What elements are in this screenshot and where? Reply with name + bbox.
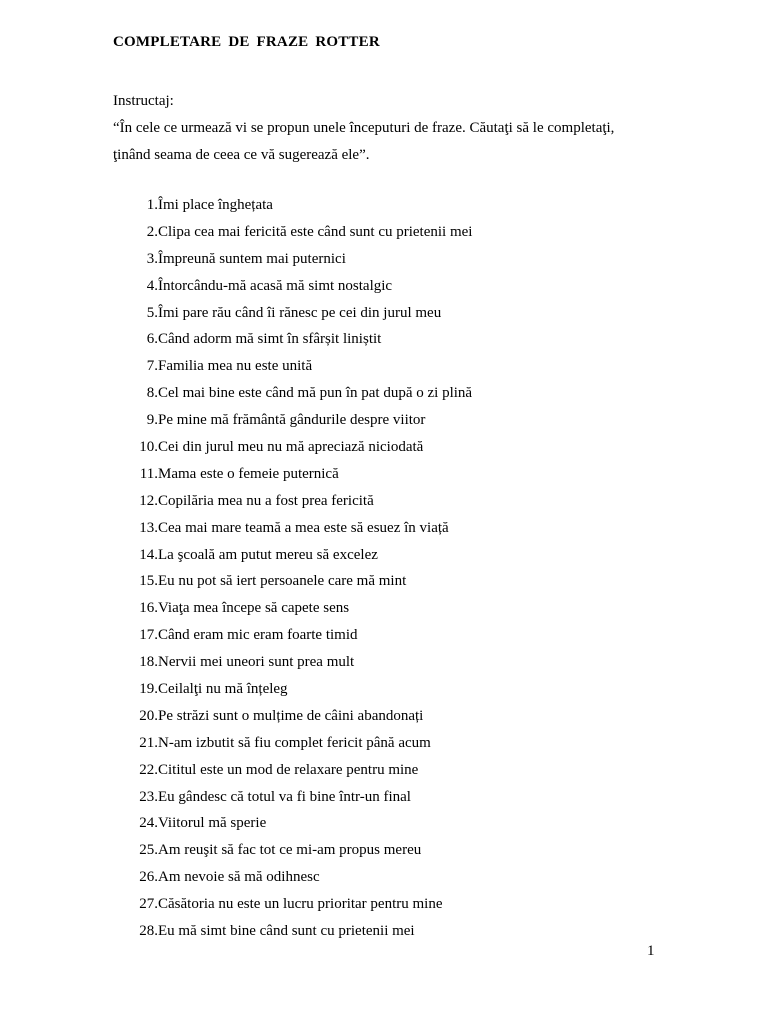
list-item bbox=[113, 515, 472, 542]
item-number bbox=[113, 595, 158, 622]
item-text: La şcoală am putut mereu să excelez bbox=[158, 546, 378, 563]
item-number bbox=[113, 649, 158, 676]
item-text: Cei din jurul meu nu mă apreciază niciodată bbox=[158, 439, 424, 456]
list-item bbox=[113, 784, 472, 811]
item-number bbox=[113, 434, 158, 461]
list-item bbox=[113, 488, 472, 515]
list-item bbox=[113, 434, 472, 461]
item-text: Pe mine mă frământă gândurile despre viitor bbox=[158, 412, 426, 429]
item-number-label: 27. bbox=[139, 896, 158, 913]
list-item bbox=[113, 703, 472, 730]
item-number-label: 12. bbox=[139, 492, 158, 509]
item-number bbox=[113, 568, 158, 595]
item-number bbox=[113, 784, 158, 811]
item-text: Cel mai bine este când mă pun în pat după o zi plină bbox=[158, 385, 473, 402]
item-number-label: 15. bbox=[139, 573, 158, 590]
item-number bbox=[113, 380, 158, 407]
item-text: Eu gândesc că totul va fi bine într-un final bbox=[158, 788, 411, 805]
item-text: N-am izbutit să fiu complet fericit până acum bbox=[158, 734, 431, 751]
instructions-label: Instructaj: bbox=[113, 93, 174, 109]
item-text: Viitorul mă sperie bbox=[158, 815, 267, 832]
item-number bbox=[113, 864, 158, 891]
list-item bbox=[113, 891, 472, 918]
item-text: Cititul este un mod de relaxare pentru mine bbox=[158, 761, 419, 778]
sentence-list bbox=[113, 192, 472, 945]
item-number-label: 13. bbox=[139, 519, 158, 536]
item-text: Eu mă simt bine când sunt cu prietenii mei bbox=[158, 923, 415, 940]
list-item bbox=[113, 273, 472, 300]
list-item bbox=[113, 246, 472, 273]
item-text: Am reuşit să fac tot ce mi-am propus mereu bbox=[158, 842, 422, 859]
list-item bbox=[113, 595, 472, 622]
instructions-text-line2: ţinând seama de ceea ce vă sugerează ele”. bbox=[113, 147, 370, 163]
list-item bbox=[113, 864, 472, 891]
list-item bbox=[113, 219, 472, 246]
item-number bbox=[113, 542, 158, 569]
item-number-label: 4. bbox=[146, 277, 158, 294]
item-number bbox=[113, 891, 158, 918]
list-item bbox=[113, 837, 472, 864]
item-number-label: 19. bbox=[139, 681, 158, 698]
item-text: Am nevoie să mă odihnesc bbox=[158, 869, 320, 886]
item-number-label: 18. bbox=[139, 654, 158, 671]
item-number bbox=[113, 461, 158, 488]
item-number-label: 11. bbox=[139, 465, 158, 482]
item-text: Când eram mic eram foarte timid bbox=[158, 627, 358, 644]
item-number bbox=[113, 515, 158, 542]
item-text: Ceilalţi nu mă înțeleg bbox=[158, 681, 288, 698]
item-number bbox=[113, 407, 158, 434]
item-text: Familia mea nu este unită bbox=[158, 358, 313, 375]
instructions-text-line1: “În cele ce urmează vi se propun unele începuturi de fraze. Căutaţi să le completaţi, bbox=[113, 120, 615, 136]
item-number-label: 3. bbox=[146, 250, 158, 267]
item-text: Mama este o femeie puternică bbox=[158, 465, 339, 482]
item-number-label: 5. bbox=[146, 304, 158, 321]
list-item bbox=[113, 676, 472, 703]
list-item bbox=[113, 407, 472, 434]
item-number bbox=[113, 622, 158, 649]
list-item bbox=[113, 918, 472, 945]
item-number-label: 9. bbox=[146, 412, 158, 429]
item-number bbox=[113, 837, 158, 864]
item-number bbox=[113, 703, 158, 730]
list-item bbox=[113, 649, 472, 676]
item-number-label: 10. bbox=[139, 439, 158, 456]
list-item bbox=[113, 810, 472, 837]
item-number-label: 23. bbox=[139, 788, 158, 805]
item-number bbox=[113, 810, 158, 837]
page-number: 1 bbox=[647, 943, 655, 959]
item-number bbox=[113, 488, 158, 515]
list-item bbox=[113, 542, 472, 569]
item-text: Eu nu pot să iert persoanele care mă mint bbox=[158, 573, 407, 590]
item-number-label: 2. bbox=[146, 223, 158, 240]
item-number-label: 24. bbox=[139, 815, 158, 832]
item-number-label: 7. bbox=[146, 358, 158, 375]
item-text: Clipa cea mai fericită este când sunt cu prietenii mei bbox=[158, 223, 473, 240]
list-item bbox=[113, 461, 472, 488]
item-text: Nervii mei uneori sunt prea mult bbox=[158, 654, 355, 671]
item-number-label: 1. bbox=[146, 197, 158, 213]
item-number bbox=[113, 219, 158, 246]
item-number bbox=[113, 676, 158, 703]
item-text: Întorcându-mă acasă mă simt nostalgic bbox=[158, 277, 393, 294]
item-number-label: 22. bbox=[139, 761, 158, 778]
list-item bbox=[113, 326, 472, 353]
item-number-label: 6. bbox=[146, 331, 158, 348]
list-item bbox=[113, 380, 472, 407]
item-text: Viaţa mea începe să capete sens bbox=[158, 600, 350, 617]
item-number bbox=[113, 918, 158, 945]
item-text: Căsătoria nu este un lucru prioritar pentru mine bbox=[158, 896, 443, 913]
item-number-label: 25. bbox=[139, 842, 158, 859]
item-number-label: 17. bbox=[139, 627, 158, 644]
item-number-label: 16. bbox=[139, 600, 158, 617]
item-number-label: 21. bbox=[139, 734, 158, 751]
item-number bbox=[113, 300, 158, 327]
item-number bbox=[113, 192, 158, 219]
item-number bbox=[113, 757, 158, 784]
item-number bbox=[113, 353, 158, 380]
item-number bbox=[113, 273, 158, 300]
item-number-label: 26. bbox=[139, 869, 158, 886]
item-number-label: 8. bbox=[146, 385, 158, 402]
item-text: Când adorm mă simt în sfârșit liniștit bbox=[158, 331, 382, 348]
item-text: Pe străzi sunt o mulțime de câini abandonați bbox=[158, 707, 424, 724]
item-number-label: 28. bbox=[139, 923, 158, 940]
document-title: COMPLETARE DE FRAZE ROTTER bbox=[113, 34, 380, 50]
item-text: Copilăria mea nu a fost prea fericită bbox=[158, 492, 374, 509]
item-text: Împreună suntem mai puternici bbox=[158, 250, 346, 267]
item-text: Îmi pare rău când îi rănesc pe cei din jurul meu bbox=[158, 304, 442, 321]
item-text: Îmi place înghețata bbox=[158, 197, 273, 213]
list-item bbox=[113, 192, 472, 219]
list-item bbox=[113, 300, 472, 327]
list-item bbox=[113, 622, 472, 649]
instructions-block bbox=[113, 88, 653, 169]
item-number-label: 20. bbox=[139, 707, 158, 724]
list-item bbox=[113, 730, 472, 757]
item-number-label: 14. bbox=[139, 546, 158, 563]
list-item bbox=[113, 757, 472, 784]
item-text: Cea mai mare teamă a mea este să esuez în viață bbox=[158, 519, 449, 536]
item-number bbox=[113, 246, 158, 273]
item-number bbox=[113, 326, 158, 353]
item-number bbox=[113, 730, 158, 757]
list-item bbox=[113, 568, 472, 595]
list-item bbox=[113, 353, 472, 380]
